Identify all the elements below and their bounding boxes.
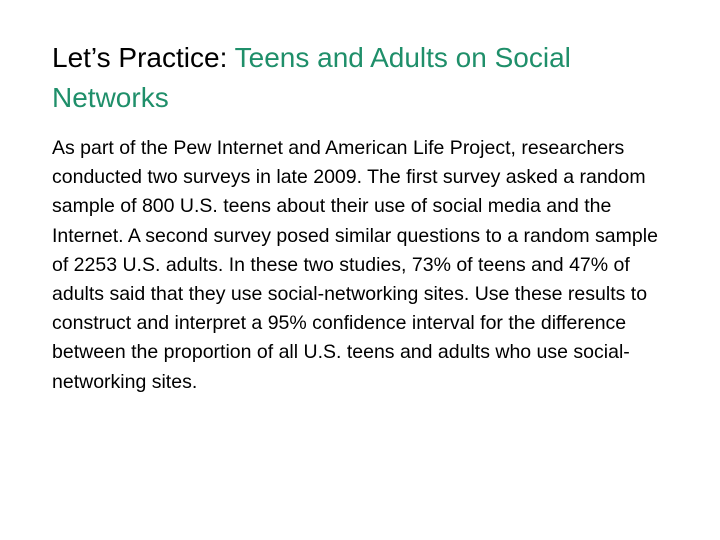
slide-title bbox=[52, 38, 660, 118]
slide-title-accent: Teens and Adults on Social Networks bbox=[52, 42, 571, 113]
slide-body-paragraph: As part of the Pew Internet and American Life Project, researchers conducted two surveys in late 2009. The first survey asked a random sample of 800 U.S. teens about their use of social media and the Internet. A second survey posed similar questions to a random sample of 2253 U.S. adults. In these two studies, 73% of teens and 47% of adults said that they use social-networking sites. Use these results to construct and interpret a 95% confidence interval for the difference between the proportion of all U.S. teens and adults who use social-networking sites. bbox=[52, 137, 658, 393]
slide-title-lead: Let’s Practice: bbox=[52, 42, 228, 73]
